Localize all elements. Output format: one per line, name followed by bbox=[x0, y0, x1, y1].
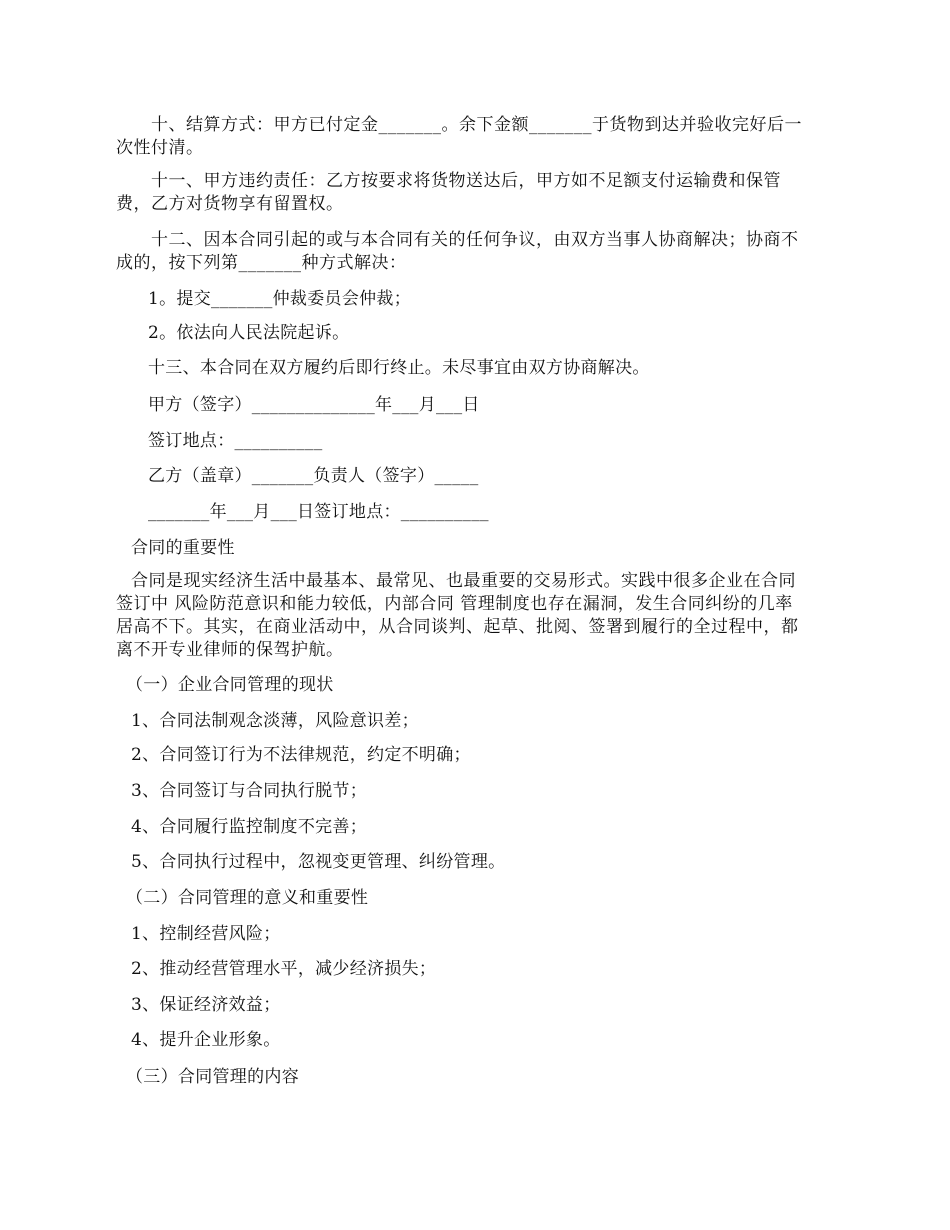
list-item: 2、合同签订行为不法律规范，约定不明确； bbox=[131, 745, 471, 765]
list-item: 1、控制经营风险； bbox=[131, 924, 281, 944]
clause-12-line-1: 十二、因本合同引起的或与本合同有关的任何争议，由双方当事人协商解决；协商不 bbox=[116, 230, 799, 250]
intro-line-3: 居高不下。其实，在商业活动中，从合同谈判、起草、批阅、签署到履行的全过程中，都 bbox=[116, 617, 799, 637]
clause-12 bbox=[116, 229, 846, 275]
list-item: 4、提升企业形象。 bbox=[131, 1030, 281, 1050]
dispute-method-1: 1。提交_______仲裁委员会仲裁； bbox=[148, 289, 412, 309]
signature-party-b: 乙方（盖章）_______负责人（签字）_____ bbox=[148, 466, 479, 486]
list-item: 4、合同履行监控制度不完善； bbox=[131, 817, 368, 837]
signing-place-a: 签订地点：__________ bbox=[148, 431, 323, 451]
clause-11 bbox=[116, 170, 846, 216]
subheading-content: （三）合同管理的内容 bbox=[126, 1067, 299, 1087]
clause-10-line-2: 次性付清。 bbox=[116, 138, 204, 158]
subheading-current-status: （一）企业合同管理的现状 bbox=[126, 675, 334, 695]
signing-date-place-b: _______年___月___日签订地点：__________ bbox=[148, 502, 489, 522]
intro-line-1: 合同是现实经济生活中最基本、最常见、也最重要的交易形式。实践中很多企业在合同 bbox=[131, 571, 796, 591]
list-item: 3、保证经济效益； bbox=[131, 995, 281, 1015]
clause-10-line-1: 十、结算方式：甲方已付定金_______。余下金额_______于货物到达并验收完好后一 bbox=[116, 115, 802, 135]
signature-party-a: 甲方（签字）______________年___月___日 bbox=[148, 395, 480, 415]
clause-13: 十三、本合同在双方履约后即行终止。未尽事宜由双方协商解决。 bbox=[148, 358, 650, 378]
importance-intro bbox=[116, 570, 846, 662]
subheading-significance: （二）合同管理的意义和重要性 bbox=[126, 888, 369, 908]
dispute-method-2: 2。依法向人民法院起诉。 bbox=[148, 323, 350, 343]
list-item: 5、合同执行过程中，忽视变更管理、纠纷管理。 bbox=[131, 852, 506, 872]
clause-10 bbox=[116, 114, 846, 160]
intro-line-2: 签订中 风险防范意识和能力较低，内部合同 管理制度也存在漏洞，发生合同纠纷的几率 bbox=[116, 594, 793, 614]
list-item: 2、推动经营管理水平，减少经济损失； bbox=[131, 959, 437, 979]
clause-12-line-2: 成的，按下列第_______种方式解决： bbox=[116, 253, 407, 273]
intro-line-4: 离不开专业律师的保驾护航。 bbox=[116, 640, 344, 660]
clause-11-line-2: 费，乙方对货物享有留置权。 bbox=[116, 194, 344, 214]
list-item: 1、合同法制观念淡薄，风险意识差； bbox=[131, 711, 419, 731]
list-item: 3、合同签订与合同执行脱节； bbox=[131, 781, 368, 801]
section-heading-importance: 合同的重要性 bbox=[131, 538, 235, 558]
clause-11-line-1: 十一、甲方违约责任：乙方按要求将货物送达后，甲方如不足额支付运输费和保管 bbox=[116, 171, 781, 191]
